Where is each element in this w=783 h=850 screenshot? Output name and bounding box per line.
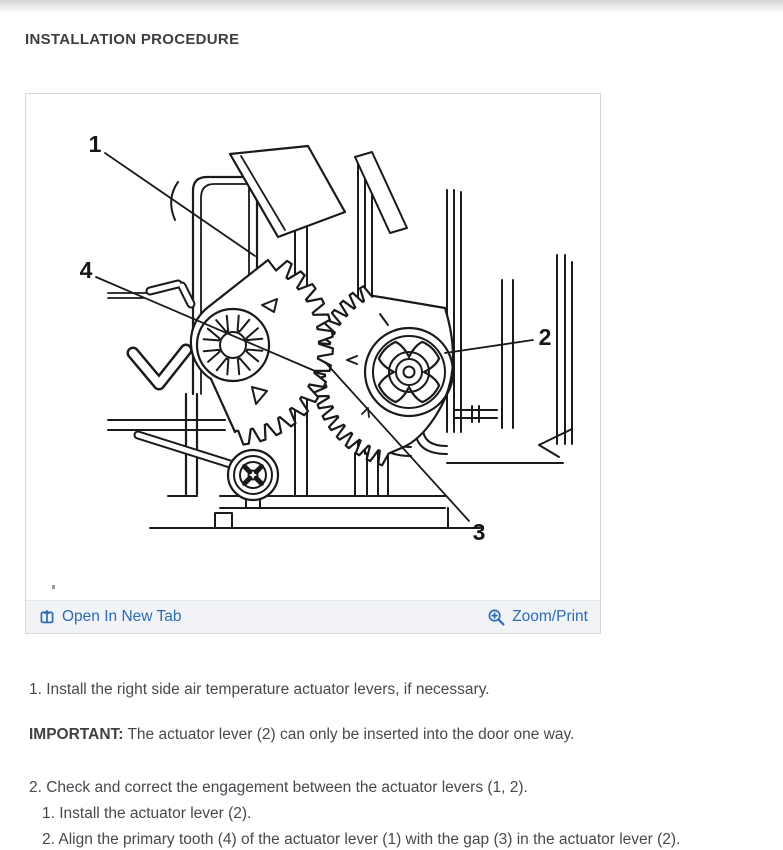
check-rib bbox=[133, 350, 186, 384]
handle-clip bbox=[150, 284, 191, 304]
figure-footer-bar bbox=[26, 600, 600, 633]
leader-1 bbox=[105, 153, 255, 256]
actuator-lever-2 bbox=[312, 286, 453, 465]
figure-image-area bbox=[26, 94, 600, 600]
instruction-important bbox=[29, 725, 574, 744]
callout-3: 3 bbox=[472, 519, 486, 545]
actuator-lever-1 bbox=[191, 260, 333, 445]
open-in-new-tab-label: Open In New Tab bbox=[62, 608, 182, 625]
page-title: INSTALLATION PROCEDURE bbox=[25, 31, 240, 49]
top-gradient-strip bbox=[0, 0, 783, 13]
instruction-step-2: 2. Check and correct the engagement between the actuator levers (1, 2). bbox=[29, 778, 528, 796]
callout-4: 4 bbox=[79, 257, 93, 283]
zoom-print-link[interactable] bbox=[487, 608, 588, 627]
figure-diagram bbox=[26, 94, 600, 599]
important-label: IMPORTANT: bbox=[29, 725, 124, 743]
zoom-in-icon bbox=[487, 608, 506, 627]
caption-dot bbox=[52, 585, 55, 589]
zoom-print-label: Zoom/Print bbox=[512, 608, 588, 625]
open-in-new-tab-icon bbox=[38, 608, 56, 626]
important-text: The actuator lever (2) can only be inserted into the door one way. bbox=[127, 725, 575, 743]
callout-1: 1 bbox=[88, 131, 102, 157]
instruction-step-2-sub-2: 2. Align the primary tooth (4) of the actuator lever (1) with the gap (3) in the actuator lever (2). bbox=[42, 830, 681, 848]
leader-2 bbox=[445, 340, 533, 353]
figure-box bbox=[25, 93, 601, 634]
instruction-step-2-sub-1: 1. Install the actuator lever (2). bbox=[42, 804, 252, 822]
instruction-step-1: 1. Install the right side air temperature actuator levers, if necessary. bbox=[29, 680, 490, 698]
callout-2: 2 bbox=[538, 324, 552, 350]
roller-and-arm bbox=[138, 435, 278, 508]
open-in-new-tab-link[interactable] bbox=[38, 608, 181, 626]
